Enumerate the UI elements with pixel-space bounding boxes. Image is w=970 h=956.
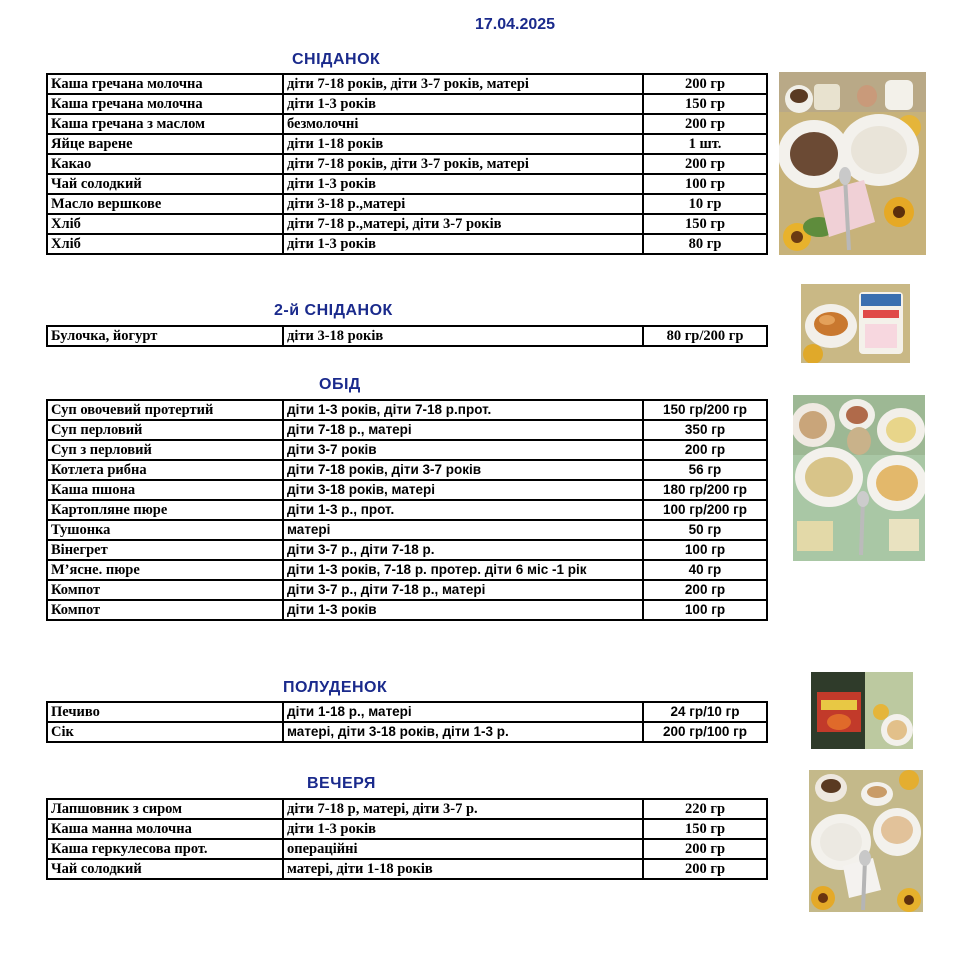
menu-row <box>47 819 767 839</box>
dish-name: Компот <box>47 580 283 600</box>
portion-size: 100 гр <box>643 600 767 620</box>
second-breakfast-table <box>46 325 768 347</box>
dish-name: Картопляне пюре <box>47 500 283 520</box>
breakfast-table <box>46 73 768 255</box>
lunch-table <box>46 399 768 621</box>
portion-size: 50 гр <box>643 520 767 540</box>
dish-name: Каша гречана з маслом <box>47 114 283 134</box>
dinner-title: ВЕЧЕРЯ <box>307 775 376 792</box>
target-group: матері, діти 3-18 років, діти 1-3 р. <box>283 722 643 742</box>
portion-size: 200 гр <box>643 580 767 600</box>
portion-size: 200 гр <box>643 114 767 134</box>
menu-row <box>47 839 767 859</box>
dish-name: Лапшовник з сиром <box>47 799 283 819</box>
breakfast-title: СНІДАНОК <box>292 51 381 68</box>
menu-row <box>47 214 767 234</box>
target-group: діти 3-18 років <box>283 326 643 346</box>
target-group: діти 3-18 р.,матері <box>283 194 643 214</box>
target-group: діти 3-7 років <box>283 440 643 460</box>
dish-name: Масло вершкове <box>47 194 283 214</box>
dish-name: Чай солодкий <box>47 859 283 879</box>
portion-size: 24 гр/10 гр <box>643 702 767 722</box>
portion-size: 350 гр <box>643 420 767 440</box>
dish-name: Какао <box>47 154 283 174</box>
menu-row <box>47 234 767 254</box>
portion-size: 100 гр/200 гр <box>643 500 767 520</box>
portion-size: 56 гр <box>643 460 767 480</box>
dish-name: Яйце варене <box>47 134 283 154</box>
dish-name: Суп з перловий <box>47 440 283 460</box>
portion-size: 200 гр <box>643 859 767 879</box>
portion-size: 200 гр/100 гр <box>643 722 767 742</box>
menu-row <box>47 799 767 819</box>
dish-name: Печиво <box>47 702 283 722</box>
dish-name: Котлета рибна <box>47 460 283 480</box>
portion-size: 200 гр <box>643 839 767 859</box>
target-group: діти 7-18 років, діти 3-7 років, матері <box>283 74 643 94</box>
menu-row <box>47 326 767 346</box>
menu-row <box>47 174 767 194</box>
menu-row <box>47 134 767 154</box>
target-group: діти 1-3 років <box>283 600 643 620</box>
dish-name: Каша манна молочна <box>47 819 283 839</box>
target-group: діти 1-3 років <box>283 234 643 254</box>
snack-photo <box>811 672 913 749</box>
menu-row <box>47 480 767 500</box>
menu-row <box>47 560 767 580</box>
portion-size: 10 гр <box>643 194 767 214</box>
dish-name: Чай солодкий <box>47 174 283 194</box>
snack-title: ПОЛУДЕНОК <box>283 679 388 696</box>
portion-size: 200 гр <box>643 154 767 174</box>
portion-size: 100 гр <box>643 540 767 560</box>
portion-size: 80 гр/200 гр <box>643 326 767 346</box>
portion-size: 150 гр <box>643 94 767 114</box>
portion-size: 1 шт. <box>643 134 767 154</box>
target-group: діти 3-7 р., діти 7-18 р. <box>283 540 643 560</box>
dish-name: Суп перловий <box>47 420 283 440</box>
second-breakfast-title: 2-й СНІДАНОК <box>274 302 393 319</box>
target-group: діти 1-3 років, 7-18 р. протер. діти 6 міс -1 рік <box>283 560 643 580</box>
menu-row <box>47 114 767 134</box>
target-group: діти 1-3 років <box>283 94 643 114</box>
dinner-table <box>46 798 768 880</box>
dish-name: Каша гречана молочна <box>47 74 283 94</box>
portion-size: 150 гр <box>643 214 767 234</box>
second-breakfast-photo <box>801 284 910 363</box>
portion-size: 150 гр/200 гр <box>643 400 767 420</box>
dish-name: Каша гречана молочна <box>47 94 283 114</box>
dish-name: Сік <box>47 722 283 742</box>
target-group: діти 3-18 років, матері <box>283 480 643 500</box>
target-group: діти 1-18 р., матері <box>283 702 643 722</box>
menu-row <box>47 440 767 460</box>
menu-row <box>47 420 767 440</box>
menu-row <box>47 194 767 214</box>
menu-row <box>47 722 767 742</box>
target-group: безмолочні <box>283 114 643 134</box>
menu-row <box>47 520 767 540</box>
dish-name: Каша геркулесова прот. <box>47 839 283 859</box>
menu-row <box>47 580 767 600</box>
lunch-title: ОБІД <box>319 376 361 393</box>
portion-size: 80 гр <box>643 234 767 254</box>
portion-size: 40 гр <box>643 560 767 580</box>
dish-name: Булочка, йогурт <box>47 326 283 346</box>
target-group: діти 1-18 років <box>283 134 643 154</box>
menu-row <box>47 94 767 114</box>
menu-row <box>47 154 767 174</box>
target-group: діти 7-18 років, діти 3-7 років, матері <box>283 154 643 174</box>
dish-name: Хліб <box>47 214 283 234</box>
target-group: діти 7-18 р.,матері, діти 3-7 років <box>283 214 643 234</box>
target-group: матері, діти 1-18 років <box>283 859 643 879</box>
portion-size: 200 гр <box>643 440 767 460</box>
menu-row <box>47 460 767 480</box>
target-group: діти 1-3 років, діти 7-18 р.прот. <box>283 400 643 420</box>
target-group: діти 7-18 р, матері, діти 3-7 р. <box>283 799 643 819</box>
target-group: діти 1-3 років <box>283 819 643 839</box>
dinner-photo <box>809 770 923 912</box>
target-group: діти 1-3 р., прот. <box>283 500 643 520</box>
target-group: діти 1-3 років <box>283 174 643 194</box>
dish-name: Хліб <box>47 234 283 254</box>
lunch-photo <box>793 395 925 561</box>
dish-name: Вінегрет <box>47 540 283 560</box>
portion-size: 180 гр/200 гр <box>643 480 767 500</box>
dish-name: М’ясне. пюре <box>47 560 283 580</box>
snack-table <box>46 701 768 743</box>
menu-row <box>47 859 767 879</box>
menu-row <box>47 500 767 520</box>
target-group: операційні <box>283 839 643 859</box>
target-group: діти 3-7 р., діти 7-18 р., матері <box>283 580 643 600</box>
menu-date: 17.04.2025 <box>474 16 556 33</box>
portion-size: 150 гр <box>643 819 767 839</box>
target-group: матері <box>283 520 643 540</box>
dish-name: Компот <box>47 600 283 620</box>
menu-row <box>47 74 767 94</box>
menu-row <box>47 702 767 722</box>
portion-size: 220 гр <box>643 799 767 819</box>
menu-row <box>47 540 767 560</box>
breakfast-photo <box>779 72 926 255</box>
dish-name: Тушонка <box>47 520 283 540</box>
target-group: діти 7-18 р., матері <box>283 420 643 440</box>
dish-name: Суп овочевий протертий <box>47 400 283 420</box>
portion-size: 200 гр <box>643 74 767 94</box>
target-group: діти 7-18 років, діти 3-7 років <box>283 460 643 480</box>
dish-name: Каша пшона <box>47 480 283 500</box>
menu-row <box>47 600 767 620</box>
portion-size: 100 гр <box>643 174 767 194</box>
menu-row <box>47 400 767 420</box>
